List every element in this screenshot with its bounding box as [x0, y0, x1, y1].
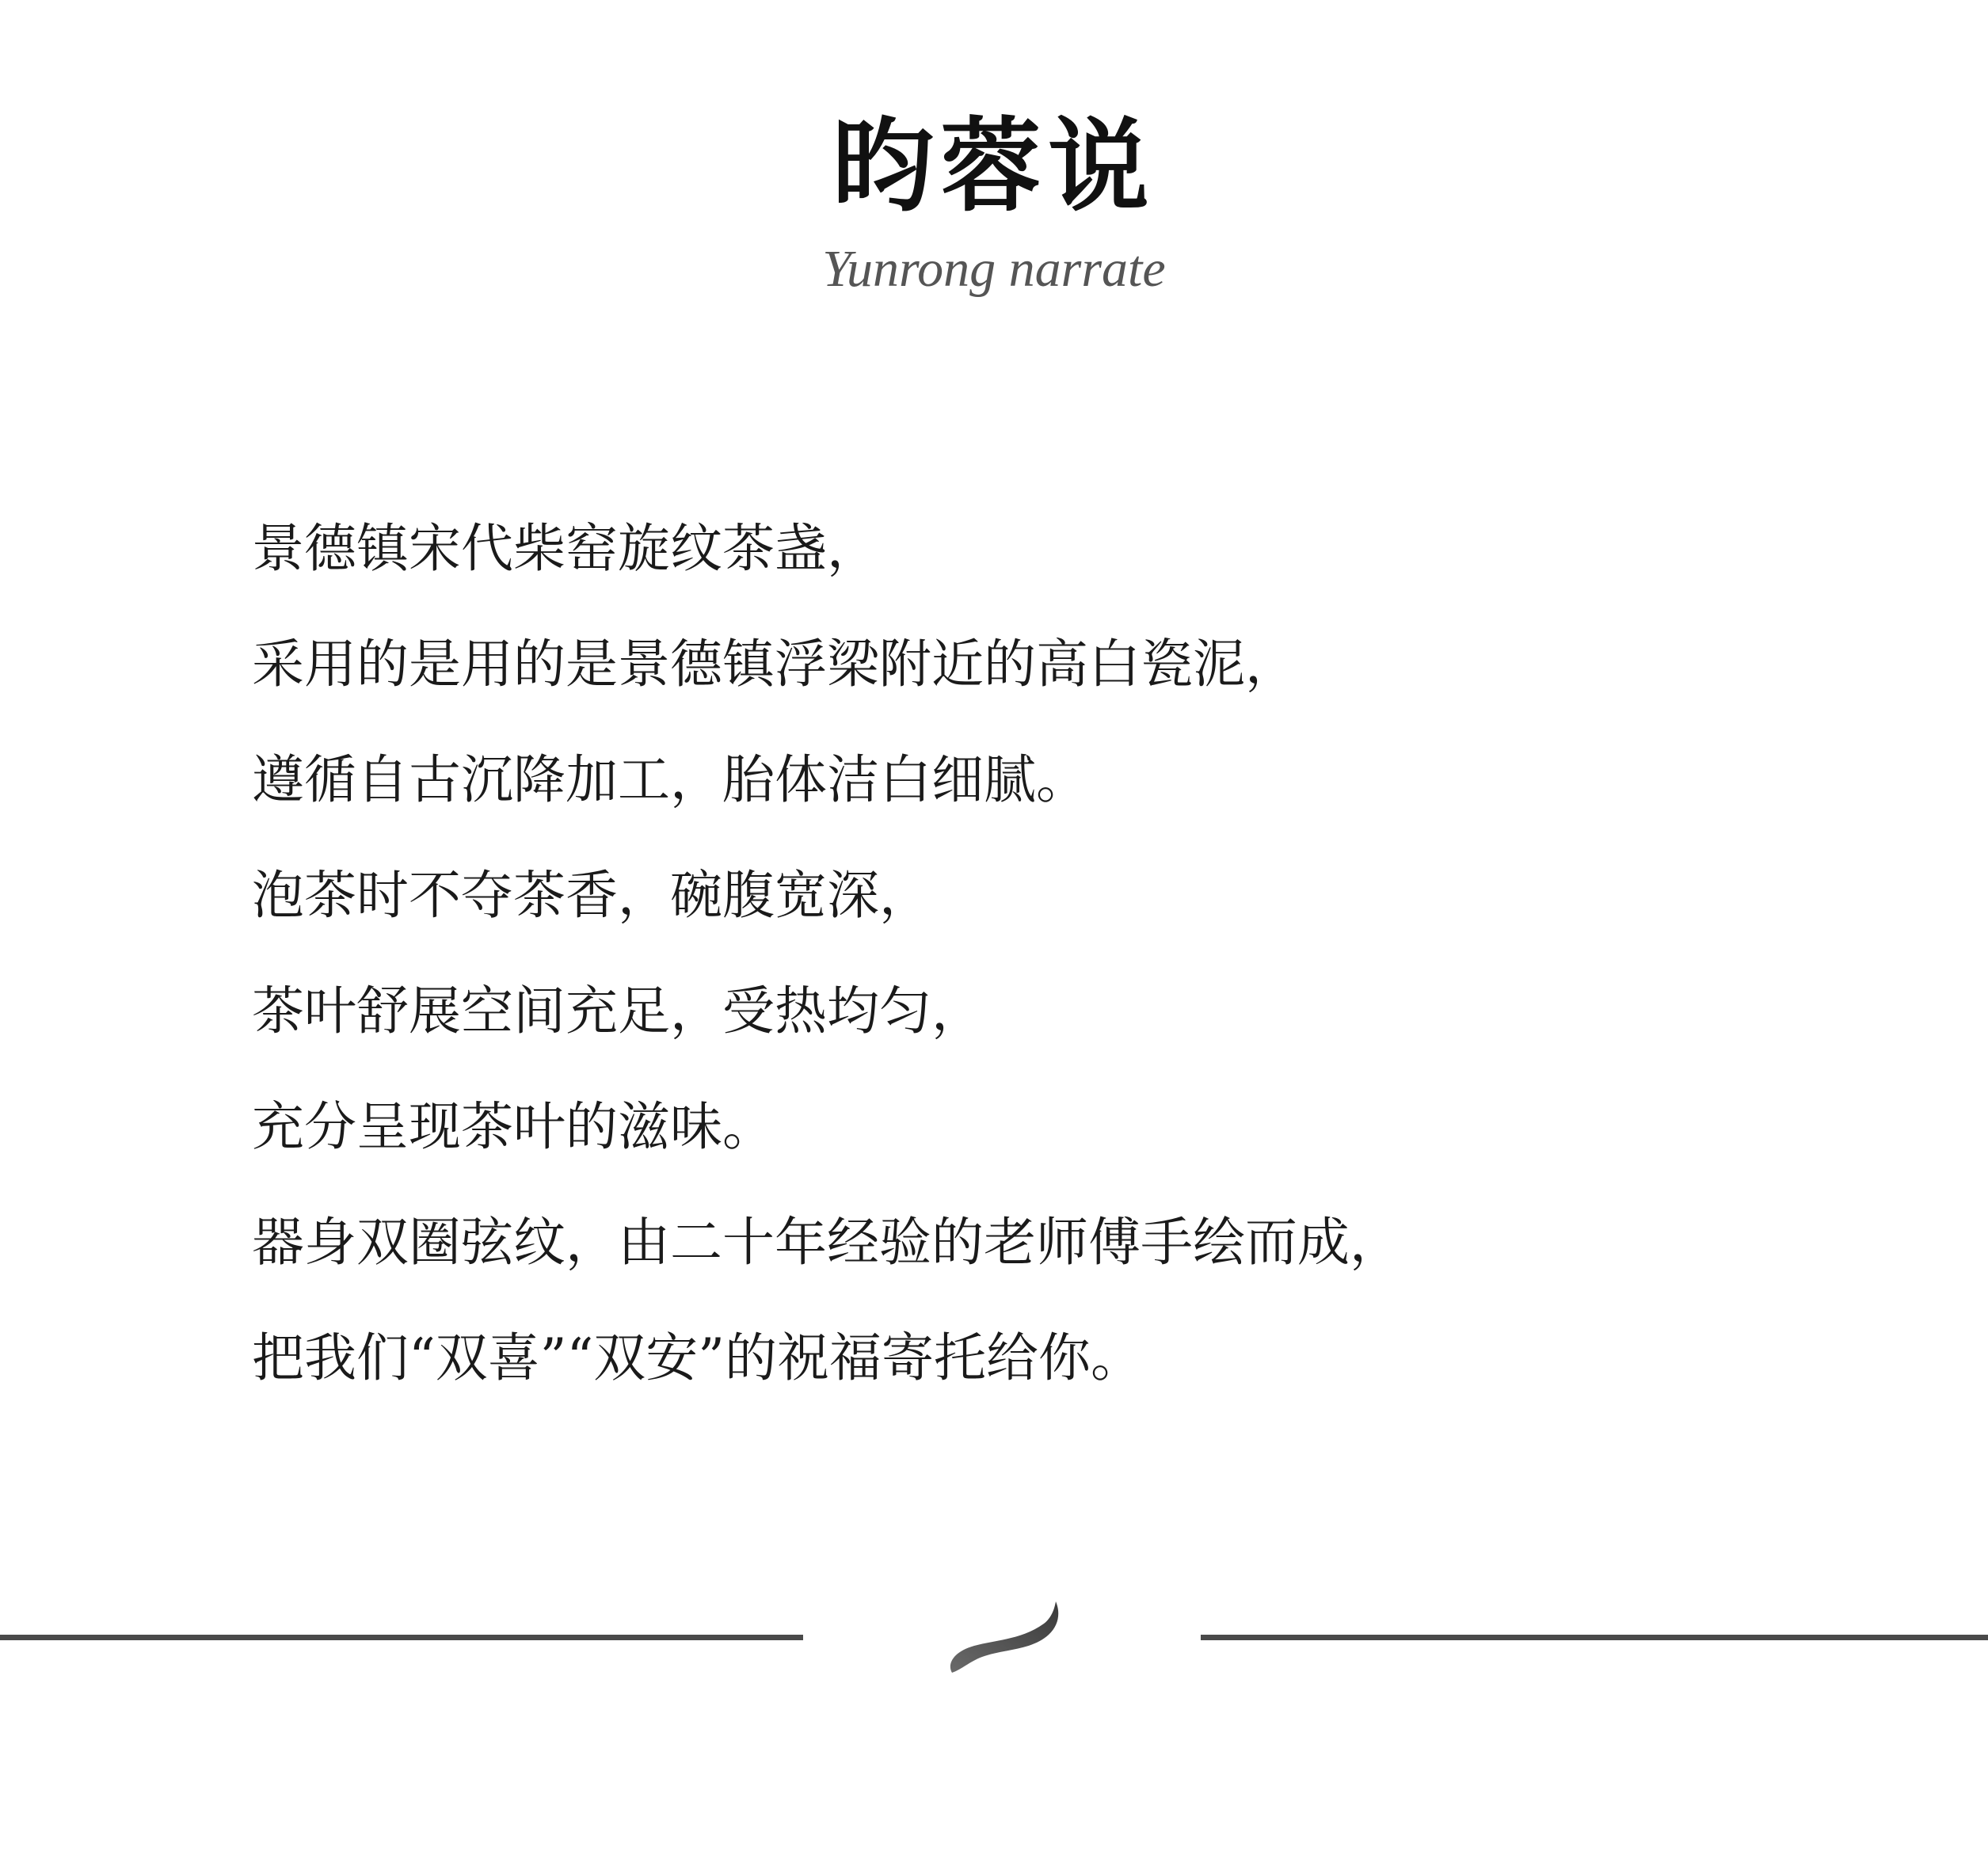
text-line: 泡茶时不夺茶香，碗腹宽深， — [252, 865, 931, 926]
text-line: 茶叶舒展空间充足，受热均匀， — [252, 981, 984, 1041]
text-line: 采用的是用的是景德镇浮梁附近的高白瓷泥， — [252, 634, 1297, 695]
narrative-text — [252, 491, 1836, 1416]
text-line: 器身双圈弦纹，由二十年经验的老师傅手绘而成， — [252, 1212, 1402, 1273]
text-line: 景德镇宋代柴窑旋纹茶盏， — [252, 518, 879, 579]
page-subtitle: Yunrong narrate — [822, 240, 1166, 298]
brush-stroke-icon — [943, 1600, 1069, 1679]
text-line: 充分呈现茶叶的滋味。 — [252, 1096, 775, 1157]
text-line: 把我们“双喜”“双安”的祝福寄托给你。 — [252, 1327, 1143, 1388]
divider-left — [0, 1635, 803, 1640]
divider-right — [1201, 1635, 1988, 1640]
header — [0, 103, 1988, 301]
text-line: 遵循自古沉降加工，胎体洁白细腻。 — [252, 749, 1088, 810]
page-title: 昀蓉说 — [832, 107, 1156, 226]
